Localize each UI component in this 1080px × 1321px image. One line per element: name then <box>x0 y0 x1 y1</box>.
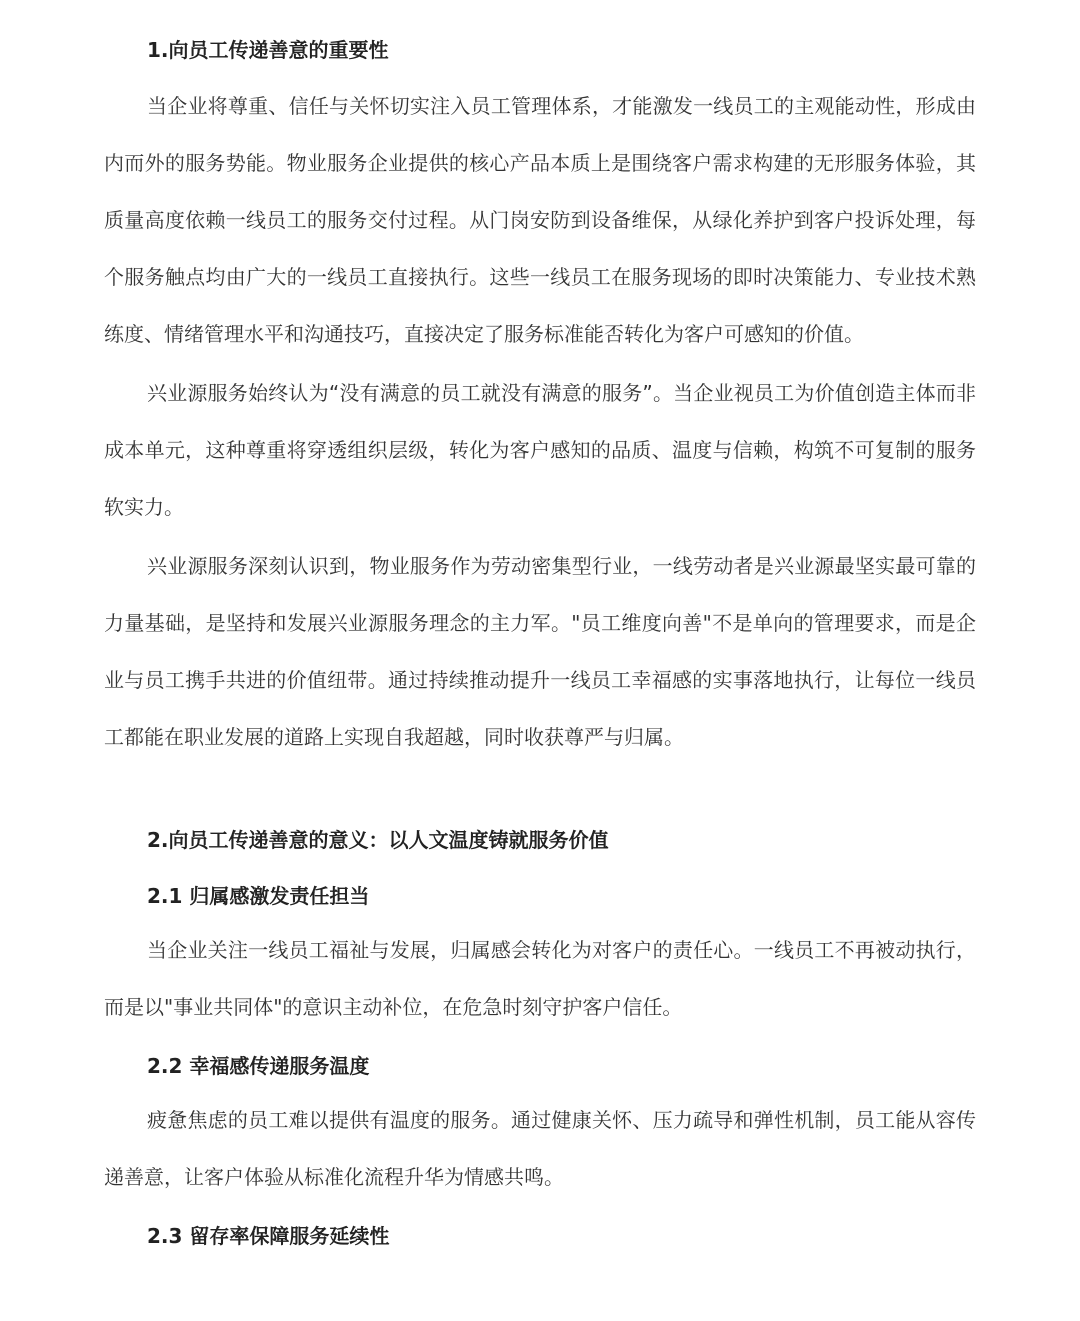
section-1-paragraph-3: 兴业源服务深刻认识到，物业服务作为劳动密集型行业，一线劳动者是兴业源最坚实最可靠的力量基础，是坚持和发展兴业源服务理念的主力军。"员工维度向善"不是单向的管理要求，而是企业与员工携手共进的价值纽带。通过持续推动提升一线员工幸福感的实事落地执行，让每位一线员工都能在职业发展的道路上实现自我超越，同时收获尊严与归属。 <box>104 554 976 749</box>
subsection-2-2-paragraph: 疲惫焦虑的员工难以提供有温度的服务。通过健康关怀、压力疏导和弹性机制，员工能从容传递善意，让客户体验从标准化流程升华为情感共鸣。 <box>104 1108 976 1189</box>
section-1-paragraph-2: 兴业源服务始终认为“没有满意的员工就没有满意的服务”。当企业视员工为价值创造主体而非成本单元，这种尊重将穿透组织层级，转化为客户感知的品质、温度与信赖，构筑不可复制的服务软实力。 <box>104 381 976 519</box>
section-2-heading: 2.向员工传递善意的意义：以人文温度铸就服务价值 <box>147 828 609 852</box>
subsection-2-1-paragraph: 当企业关注一线员工福祉与发展，归属感会转化为对客户的责任心。一线员工不再被动执行，而是以"事业共同体"的意识主动补位，在危急时刻守护客户信任。 <box>104 938 976 1019</box>
subsection-2-3-heading: 2.3 留存率保障服务延续性 <box>147 1224 390 1248</box>
subsection-2-1-heading: 2.1 归属感激发责任担当 <box>147 884 370 908</box>
section-1-paragraph-1: 当企业将尊重、信任与关怀切实注入员工管理体系，才能激发一线员工的主观能动性，形成由内而外的服务势能。物业服务企业提供的核心产品本质上是围绕客户需求构建的无形服务体验，其质量高度依赖一线员工的服务交付过程。从门岗安防到设备维保，从绿化养护到客户投诉处理，每个服务触点均由广大的一线员工直接执行。这些一线员工在服务现场的即时决策能力、专业技术熟练度、情绪管理水平和沟通技巧，直接决定了服务标准能否转化为客户可感知的价值。 <box>104 94 976 346</box>
document-body <box>104 28 976 1258</box>
section-1-heading: 1.向员工传递善意的重要性 <box>147 38 389 62</box>
subsection-2-2-heading: 2.2 幸福感传递服务温度 <box>147 1054 370 1078</box>
